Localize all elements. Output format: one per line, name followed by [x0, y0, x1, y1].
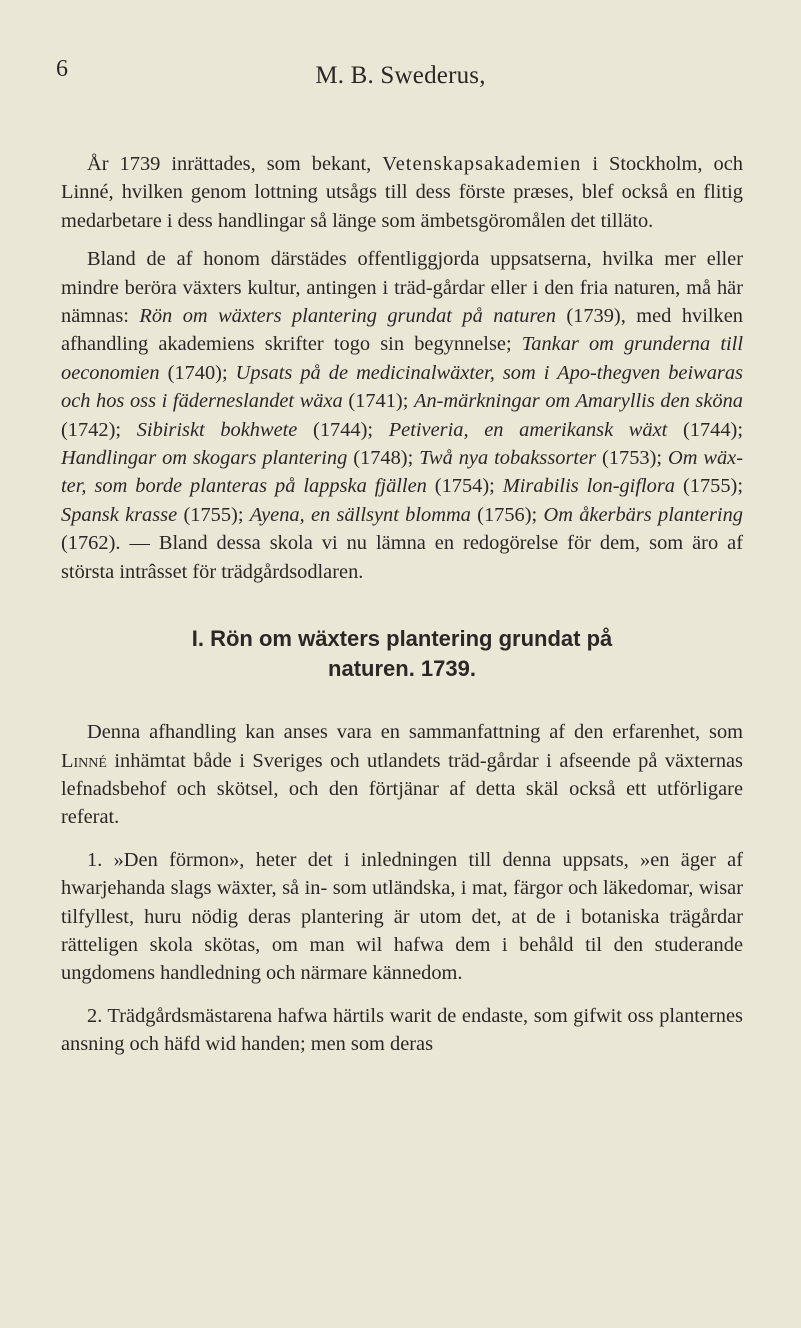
paragraph-gap: [61, 988, 743, 1002]
page-header: [0, 56, 801, 96]
paragraph-2: [61, 245, 743, 586]
text-run: (1755);: [177, 503, 250, 526]
work-title: Rön om wäxters plantering grundat på naturen: [139, 305, 556, 328]
paragraph-1: [61, 150, 743, 235]
paragraph-gap: [61, 832, 743, 846]
text-run: Bland de af honom därstädes offentliggjorda uppsatserna, hvilka mer eller mindre beröra växters kultur, antingen i träd-gårdar eller i den fria naturen, må här nämnas:: [61, 248, 743, 328]
text-run: (1756);: [470, 503, 544, 526]
text-run: (1753);: [596, 447, 668, 470]
text-run: (1754);: [426, 475, 503, 498]
text-run: (1740);: [159, 361, 236, 384]
work-title: Ayena, en sällsynt blomma: [249, 503, 471, 526]
work-title: Tankar om grunderna till oeconomien: [61, 333, 743, 384]
work-title: Petiveria, en amerikansk wäxt: [388, 418, 668, 441]
work-title: Twå nya tobakssorter: [419, 447, 597, 470]
work-title: An-märkningar om Amaryllis den sköna: [413, 390, 743, 413]
section-heading: [61, 624, 743, 684]
text-run: (1742);: [61, 418, 137, 441]
section-heading-line-1: I. Rön om wäxters plantering grundat på: [191, 626, 613, 652]
paragraph-5: 2. Trädgårdsmästarena hafwa härtils warit de endaste, som gifwit oss planternes ansning och häfd wid handen; men som deras: [61, 1004, 743, 1056]
paragraph-3: [61, 718, 743, 832]
text-run: (1744);: [297, 418, 389, 441]
author-name: Linné: [61, 749, 107, 772]
paragraph-4: 1. »Den förmon», heter det i inledningen till denna uppsats, »en äger af hwarjehanda slags wäxter, så in- som utländska, i mat, färgor och läkedomar, wisar tilfyllest, huru nödig deras plantering är utom det, at de i botaniska trägårdar rätteligen skola skötas, om man wil hafwa dem i behåld til den studerande ungdomens handledning och närmare kännedom.: [61, 848, 743, 985]
text-run: (1741);: [342, 390, 414, 413]
text-run: År 1739 inrättades, som bekant,: [87, 153, 383, 175]
running-head: M. B. Swederus,: [315, 62, 486, 89]
work-title: Upsats på de medicinalwäxter, som i Apo-thegven beiwaras och hos oss i fäderneslandet wäxa: [61, 361, 743, 413]
text-run: (1748);: [347, 447, 420, 470]
section-heading-line-2: naturen. 1739.: [328, 656, 476, 682]
text-run: i Stockholm, och Linné, hvilken genom lottning utsågs till dess förste præses, blef också en flitig medarbetare i dess handlingar så länge som ämbetsgöromålen det tilläto.: [61, 153, 743, 232]
text-run: (1755);: [675, 475, 743, 498]
spaced-term: Vetenskapsakademien: [382, 153, 582, 175]
text-run: inhämtat både i Sveriges och utlandets träd-gårdar i afseende på växternas lefnadsbehof och skötsel, och den förtjänar af detta skäl också ett utförligare referat.: [61, 749, 743, 829]
work-title: Mirabilis lon-giflora: [502, 475, 676, 498]
work-title: Handlingar om skogars plantering: [61, 447, 348, 470]
work-title: Sibiriskt bokhwete: [136, 418, 298, 441]
text-run: (1762). — Bland dessa skola vi nu lämna en redogörelse för dem, som äro af största intrâsset för trädgårdsodlaren.: [61, 532, 743, 583]
page-number: 6: [56, 56, 68, 82]
body-text: [61, 150, 743, 1059]
work-title: Om åkerbärs plantering: [543, 503, 743, 526]
text-run: (1744);: [667, 418, 744, 441]
text-run: (1739), med hvilken afhandling akademiens skrifter togo sin begynnelse;: [61, 305, 743, 356]
work-title: Om wäx-ter, som borde planteras på lappska fjällen: [61, 447, 744, 498]
paragraph-gap: [61, 235, 743, 245]
text-run: Denna afhandling kan anses vara en sammanfattning af den erfarenhet, som: [87, 721, 743, 744]
work-title: Spansk krasse: [61, 503, 178, 526]
